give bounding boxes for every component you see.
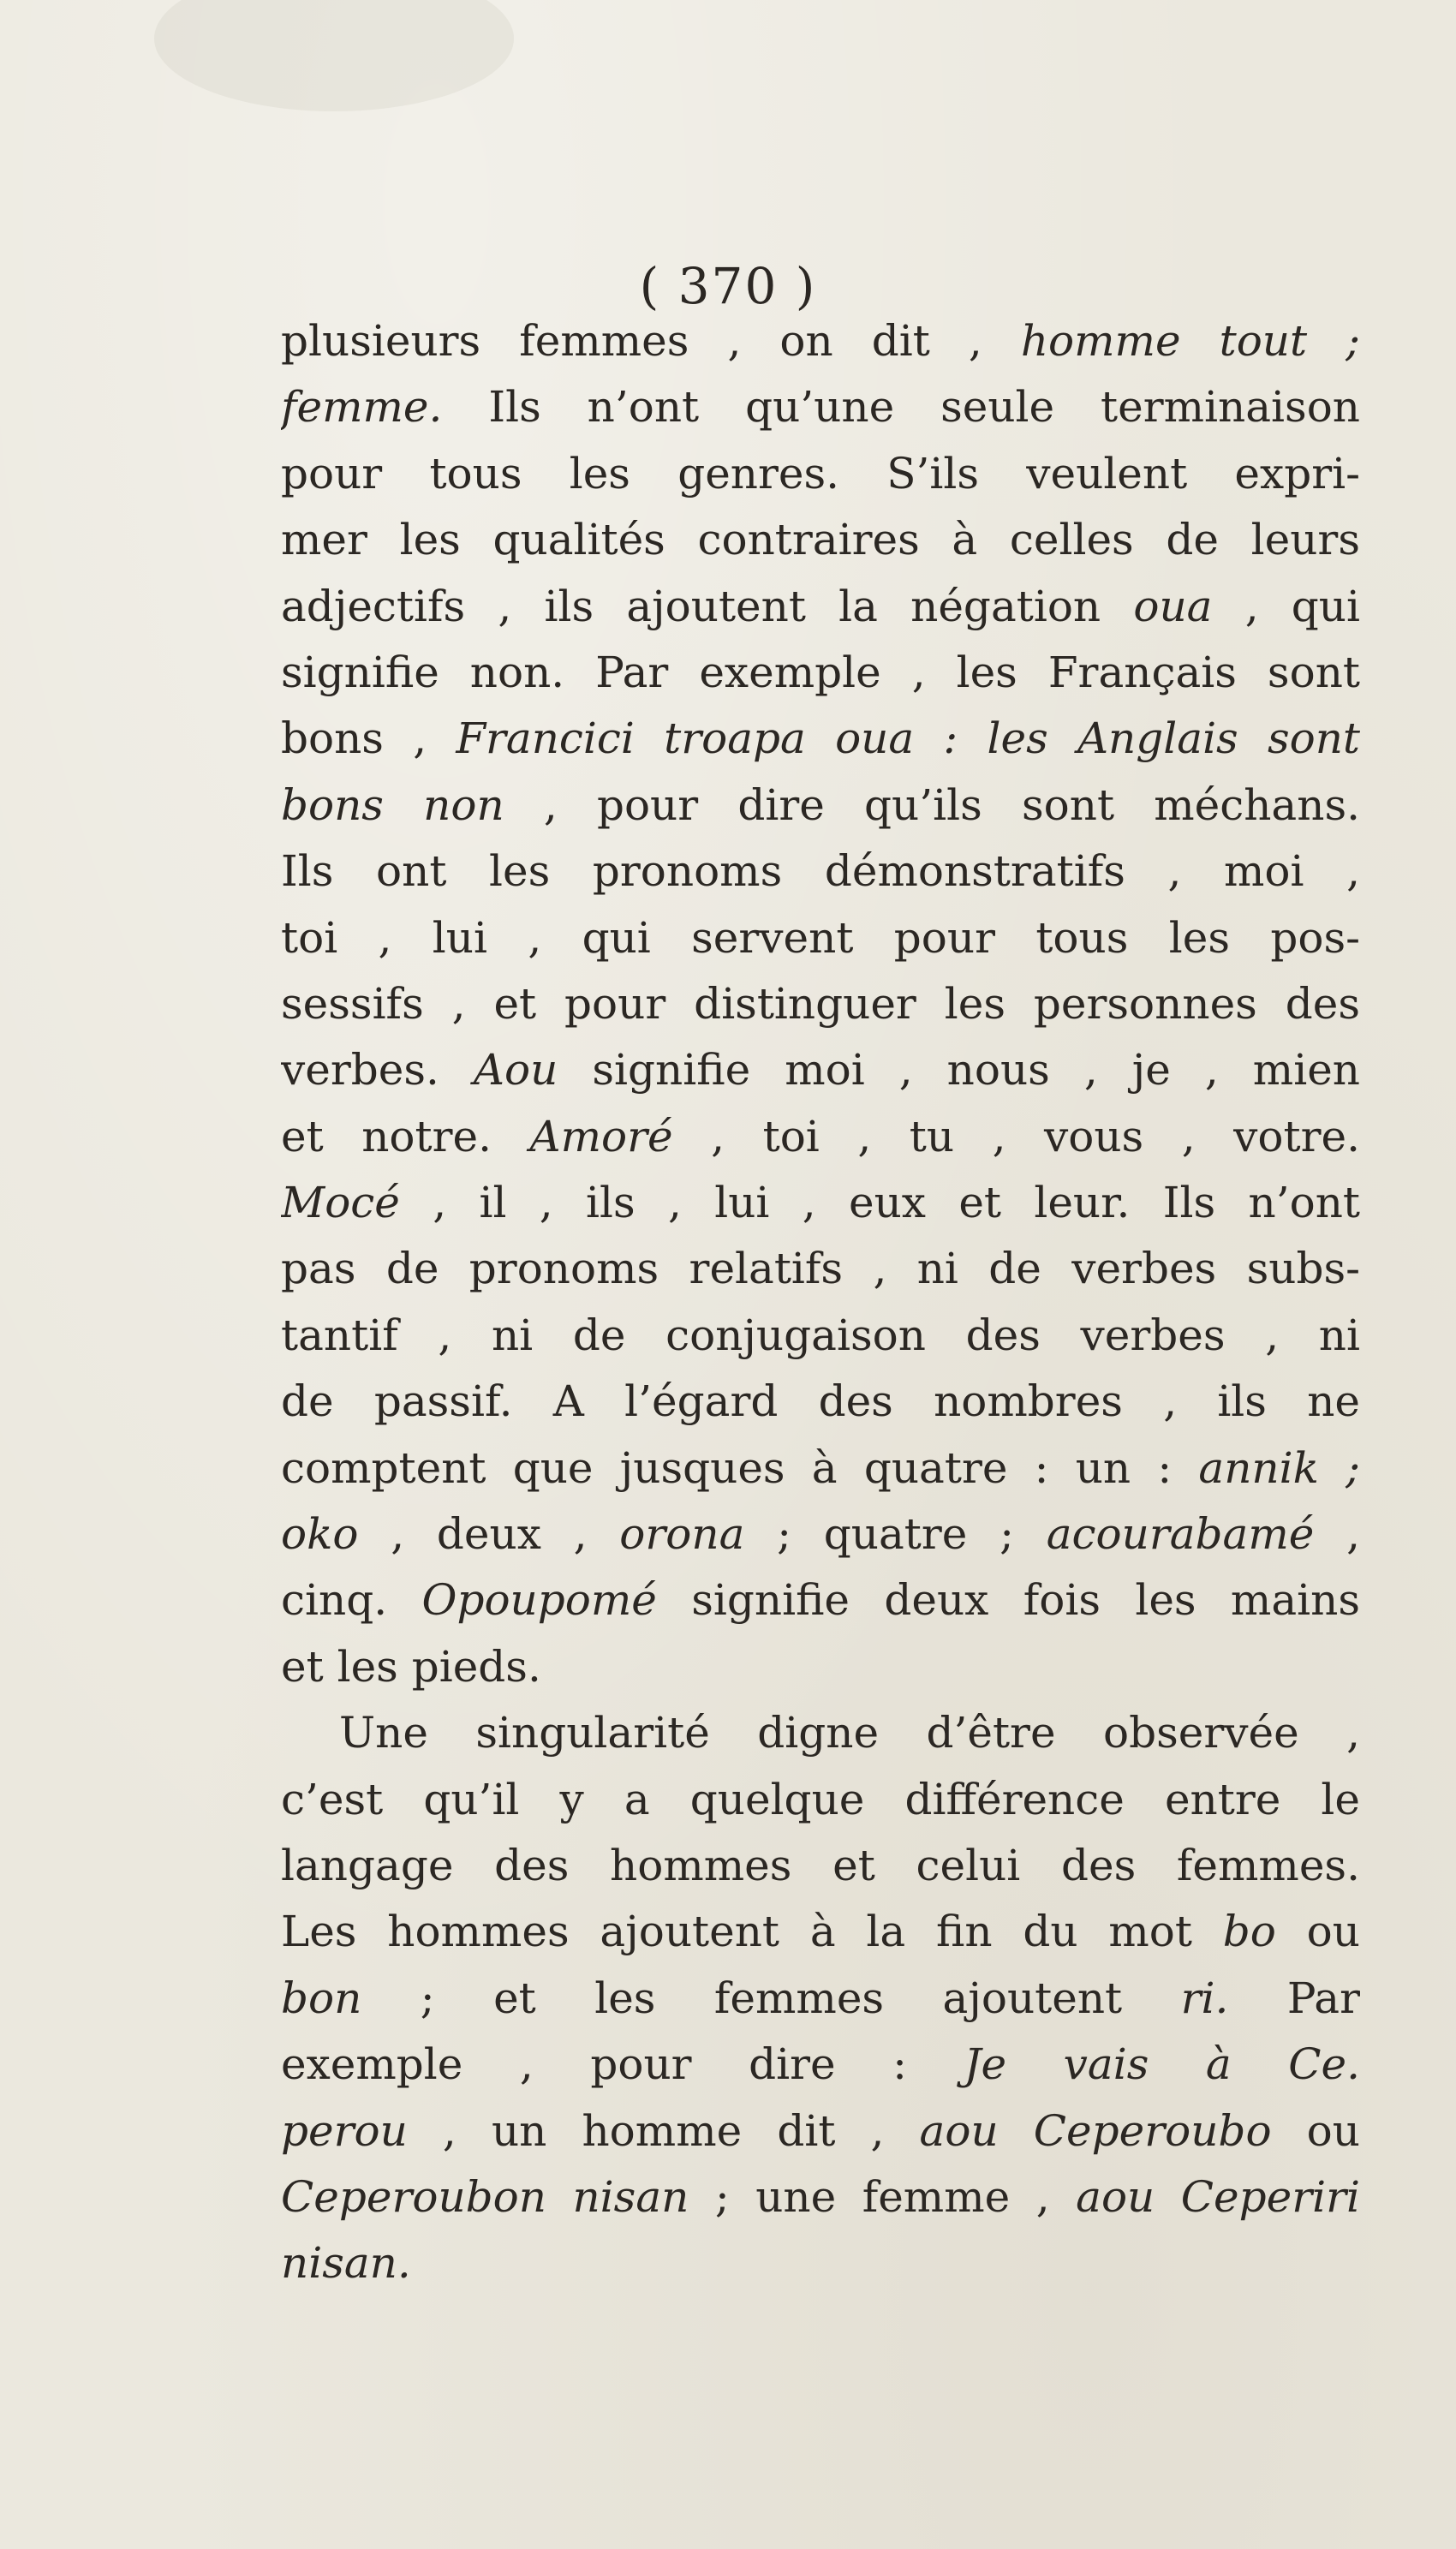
text-line xyxy=(281,905,1360,971)
italic-text: bo xyxy=(1222,1907,1276,1957)
text-line xyxy=(281,1966,1360,2032)
paper-stain xyxy=(154,0,514,111)
italic-text: Opoupomé xyxy=(421,1575,657,1626)
italic-text: nisan. xyxy=(281,2238,411,2289)
text-line xyxy=(281,374,1360,440)
text-run: , un homme dit , xyxy=(407,2105,920,2156)
text-run: sessifs , et pour distinguer les personnes des xyxy=(281,978,1360,1029)
italic-text: Je vais à Ce. xyxy=(964,2039,1360,2090)
text-run: exemple , pour dire : xyxy=(281,2039,964,2090)
text-line xyxy=(281,1634,1360,1700)
text-run: plusieurs femmes , on dit , xyxy=(281,316,1021,366)
text-run: , qui xyxy=(1212,581,1360,631)
text-line xyxy=(281,1501,1360,1567)
text-run: cinq. xyxy=(281,1575,422,1626)
text-run: toi , lui , qui servent pour tous les pos- xyxy=(281,912,1360,963)
italic-text: femme. xyxy=(281,382,443,433)
italic-text: Ceperoubon nisan xyxy=(281,2171,689,2222)
text-line xyxy=(281,2098,1360,2164)
text-run: signifie moi , nous , je , mien xyxy=(558,1045,1360,1095)
text-line xyxy=(281,1369,1360,1435)
text-run: comptent que jusques à quatre : un : xyxy=(281,1442,1199,1493)
text-line xyxy=(281,839,1360,904)
text-run: , pour dire qu’ils sont méchans. xyxy=(504,779,1360,830)
text-run: signifie deux fois les mains xyxy=(656,1575,1360,1626)
text-line xyxy=(281,1436,1360,1501)
text-run: verbes. xyxy=(281,1045,474,1095)
text-run: ou xyxy=(1271,2105,1360,2156)
text-run: ou xyxy=(1275,1907,1360,1957)
text-line xyxy=(281,1037,1360,1103)
italic-text: Aou xyxy=(473,1045,558,1095)
text-run: Une singularité digne d’être observée , xyxy=(339,1708,1360,1758)
italic-text: Mocé xyxy=(281,1178,400,1228)
text-run: et les pieds. xyxy=(281,1641,541,1692)
italic-text: oua xyxy=(1133,581,1213,631)
text-line xyxy=(281,574,1360,640)
text-run: de passif. A l’égard des nombres , ils ne xyxy=(281,1376,1360,1427)
text-line xyxy=(281,773,1360,839)
text-run: ; une femme , xyxy=(689,2171,1077,2222)
text-run: , deux , xyxy=(358,1509,620,1560)
text-line xyxy=(281,308,1360,374)
text-run: et notre. xyxy=(281,1111,530,1161)
text-line xyxy=(281,2164,1360,2230)
body-text xyxy=(281,308,1360,2297)
italic-text: oko xyxy=(281,1509,359,1560)
text-line xyxy=(281,640,1360,706)
text-run: c’est qu’il y a quelque différence entre le xyxy=(281,1774,1360,1824)
text-line xyxy=(281,1833,1360,1899)
text-run: adjectifs , ils ajoutent la négation xyxy=(281,581,1134,631)
italic-text: annik ; xyxy=(1198,1442,1360,1493)
italic-text: Francici troapa oua : les Anglais sont xyxy=(456,713,1360,764)
italic-text: bon xyxy=(281,1973,362,2023)
italic-text: aou Ceperoubo xyxy=(919,2105,1272,2156)
text-line xyxy=(281,507,1360,573)
text-line xyxy=(281,2230,1360,2296)
text-line xyxy=(281,1899,1360,1965)
text-line xyxy=(281,1104,1360,1170)
italic-text: aou Ceperiri xyxy=(1076,2171,1360,2222)
italic-text: acourabamé xyxy=(1046,1509,1315,1560)
text-run: ; quatre ; xyxy=(744,1509,1047,1560)
text-run: Les hommes ajoutent à la fin du mot xyxy=(281,1907,1223,1957)
italic-text: Amoré xyxy=(529,1111,673,1161)
text-run: tantif , ni de conjugaison des verbes , ni xyxy=(281,1310,1360,1360)
text-run: pas de pronoms relatifs , ni de verbes subs- xyxy=(281,1244,1360,1294)
text-run: ; et les femmes ajoutent xyxy=(361,1973,1181,2023)
italic-text: bons non xyxy=(281,779,504,830)
text-line xyxy=(281,1236,1360,1302)
text-line xyxy=(281,441,1360,507)
italic-text: orona xyxy=(619,1509,745,1560)
text-run: mer les qualités contraires à celles de leurs xyxy=(281,515,1360,565)
text-line xyxy=(281,971,1360,1037)
text-run: Ils ont les pronoms démonstratifs , moi , xyxy=(281,846,1360,897)
text-run: Ils n’ont qu’une seule terminaison xyxy=(442,382,1360,433)
text-line xyxy=(281,1567,1360,1633)
text-line xyxy=(281,1767,1360,1833)
page-number: ( 370 ) xyxy=(639,257,817,315)
text-line xyxy=(281,1303,1360,1369)
text-run: pour tous les genres. S’ils veulent expri- xyxy=(281,448,1360,498)
text-line xyxy=(281,1700,1360,1766)
text-run: bons , xyxy=(281,713,456,764)
text-run: , xyxy=(1314,1509,1360,1560)
text-line xyxy=(281,2032,1360,2098)
text-run: , toi , tu , vous , votre. xyxy=(672,1111,1360,1161)
text-run: langage des hommes et celui des femmes. xyxy=(281,1840,1360,1890)
text-line xyxy=(281,1170,1360,1236)
text-run: Par xyxy=(1228,1973,1360,2023)
italic-text: ri. xyxy=(1180,1973,1229,2023)
italic-text: homme tout ; xyxy=(1020,316,1360,366)
italic-text: perou xyxy=(281,2105,408,2156)
text-run: , il , ils , lui , eux et leur. Ils n’ont xyxy=(399,1178,1360,1228)
text-run: signifie non. Par exemple , les Français sont xyxy=(281,647,1360,697)
text-line xyxy=(281,706,1360,772)
